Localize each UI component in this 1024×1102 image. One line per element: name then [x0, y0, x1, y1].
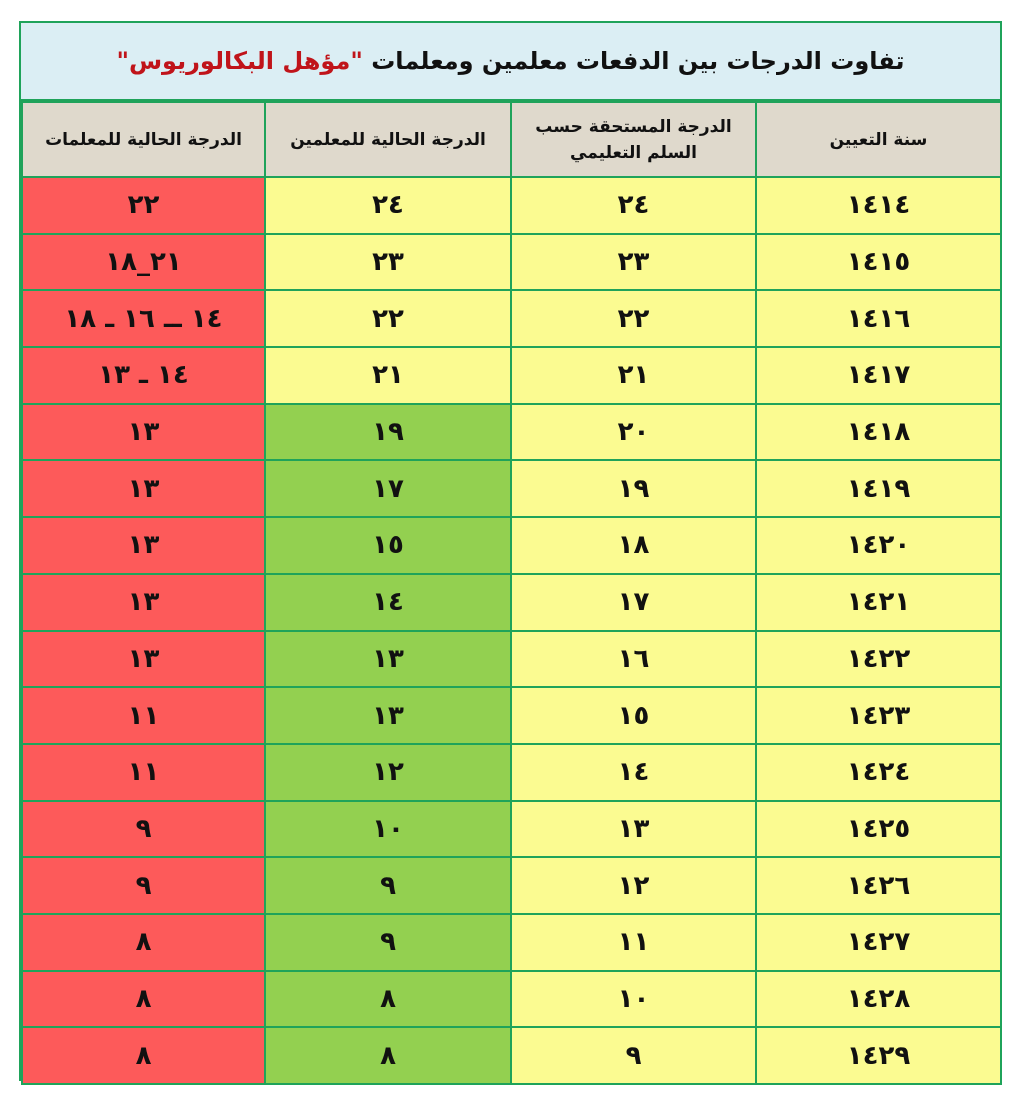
- cell-female-current-grade: ١٣: [22, 404, 265, 461]
- cell-deserved-grade: ٢١: [511, 347, 756, 404]
- cell-deserved-grade: ١٣: [511, 801, 756, 858]
- cell-male-current-grade: ٩: [265, 914, 511, 971]
- cell-appointment-year: ١٤٢٥: [756, 801, 1001, 858]
- header-female-current-grade: الدرجة الحالية للمعلمات: [22, 102, 265, 177]
- cell-deserved-grade: ١٤: [511, 744, 756, 801]
- table-row: [22, 857, 1001, 914]
- cell-male-current-grade: ٩: [265, 857, 511, 914]
- cell-female-current-grade: ١١: [22, 744, 265, 801]
- cell-deserved-grade: ١٢: [511, 857, 756, 914]
- cell-appointment-year: ١٤٢١: [756, 574, 1001, 631]
- cell-deserved-grade: ٢٤: [511, 177, 756, 234]
- cell-appointment-year: ١٤٢٧: [756, 914, 1001, 971]
- cell-appointment-year: ١٤١٨: [756, 404, 1001, 461]
- table-row: [22, 744, 1001, 801]
- cell-appointment-year: ١٤٢٢: [756, 631, 1001, 688]
- cell-appointment-year: ١٤١٧: [756, 347, 1001, 404]
- cell-appointment-year: ١٤٢٣: [756, 687, 1001, 744]
- cell-deserved-grade: ٩: [511, 1027, 756, 1084]
- cell-male-current-grade: ١٥: [265, 517, 511, 574]
- cell-female-current-grade: ١٣: [22, 631, 265, 688]
- table-row: [22, 290, 1001, 347]
- cell-male-current-grade: ١٣: [265, 631, 511, 688]
- cell-male-current-grade: ١٠: [265, 801, 511, 858]
- cell-appointment-year: ١٤٢٩: [756, 1027, 1001, 1084]
- cell-male-current-grade: ٨: [265, 971, 511, 1028]
- table-title: [21, 23, 1000, 101]
- cell-male-current-grade: ٢٤: [265, 177, 511, 234]
- cell-appointment-year: ١٤١٦: [756, 290, 1001, 347]
- table-row: [22, 687, 1001, 744]
- table-row: [22, 517, 1001, 574]
- table-row: [22, 631, 1001, 688]
- header-male-current-grade: الدرجة الحالية للمعلمين: [265, 102, 511, 177]
- cell-male-current-grade: ٢٢: [265, 290, 511, 347]
- header-appointment-year: سنة التعيين: [756, 102, 1001, 177]
- cell-female-current-grade: ٨: [22, 1027, 265, 1084]
- cell-male-current-grade: ١٩: [265, 404, 511, 461]
- table-row: [22, 234, 1001, 291]
- cell-appointment-year: ١٤٢٦: [756, 857, 1001, 914]
- table-row: [22, 460, 1001, 517]
- cell-male-current-grade: ١٣: [265, 687, 511, 744]
- cell-deserved-grade: ٢٠: [511, 404, 756, 461]
- cell-female-current-grade: ٩: [22, 857, 265, 914]
- table-row: [22, 404, 1001, 461]
- table-row: [22, 177, 1001, 234]
- header-row: [22, 102, 1001, 177]
- cell-appointment-year: ١٤٢٨: [756, 971, 1001, 1028]
- table-row: [22, 1027, 1001, 1084]
- cell-deserved-grade: ١١: [511, 914, 756, 971]
- grades-table-frame: [19, 21, 1002, 1081]
- cell-female-current-grade: ١١: [22, 687, 265, 744]
- cell-male-current-grade: ١٧: [265, 460, 511, 517]
- grades-table: [21, 101, 1002, 1085]
- table-row: [22, 914, 1001, 971]
- table-row: [22, 347, 1001, 404]
- cell-deserved-grade: ١٥: [511, 687, 756, 744]
- cell-male-current-grade: ١٢: [265, 744, 511, 801]
- cell-female-current-grade: ١٣: [22, 574, 265, 631]
- cell-deserved-grade: ١٦: [511, 631, 756, 688]
- table-body: [22, 177, 1001, 1084]
- cell-appointment-year: ١٤١٩: [756, 460, 1001, 517]
- cell-female-current-grade: ٢١_١٨: [22, 234, 265, 291]
- cell-female-current-grade: ٨: [22, 914, 265, 971]
- cell-deserved-grade: ١٠: [511, 971, 756, 1028]
- title-main: تفاوت الدرجات بين الدفعات معلمين ومعلمات: [371, 47, 905, 75]
- cell-appointment-year: ١٤٢٠: [756, 517, 1001, 574]
- cell-deserved-grade: ٢٢: [511, 290, 756, 347]
- cell-deserved-grade: ٢٣: [511, 234, 756, 291]
- cell-female-current-grade: ١٣: [22, 517, 265, 574]
- cell-appointment-year: ١٤٢٤: [756, 744, 1001, 801]
- cell-deserved-grade: ١٩: [511, 460, 756, 517]
- cell-appointment-year: ١٤١٥: [756, 234, 1001, 291]
- cell-female-current-grade: ١٤ ـ ١٣: [22, 347, 265, 404]
- cell-deserved-grade: ١٨: [511, 517, 756, 574]
- cell-appointment-year: ١٤١٤: [756, 177, 1001, 234]
- cell-female-current-grade: ٩: [22, 801, 265, 858]
- cell-male-current-grade: ٢٣: [265, 234, 511, 291]
- cell-deserved-grade: ١٧: [511, 574, 756, 631]
- cell-male-current-grade: ٨: [265, 1027, 511, 1084]
- cell-male-current-grade: ٢١: [265, 347, 511, 404]
- table-row: [22, 971, 1001, 1028]
- cell-female-current-grade: ٢٢: [22, 177, 265, 234]
- table-row: [22, 801, 1001, 858]
- cell-male-current-grade: ١٤: [265, 574, 511, 631]
- header-deserved-grade: الدرجة المستحقة حسب السلم التعليمي: [511, 102, 756, 177]
- title-qualification: "مؤهل البكالوريوس": [116, 47, 363, 75]
- cell-female-current-grade: ٨: [22, 971, 265, 1028]
- cell-female-current-grade: ١٤ ــ ١٦ ـ ١٨: [22, 290, 265, 347]
- table-row: [22, 574, 1001, 631]
- cell-female-current-grade: ١٣: [22, 460, 265, 517]
